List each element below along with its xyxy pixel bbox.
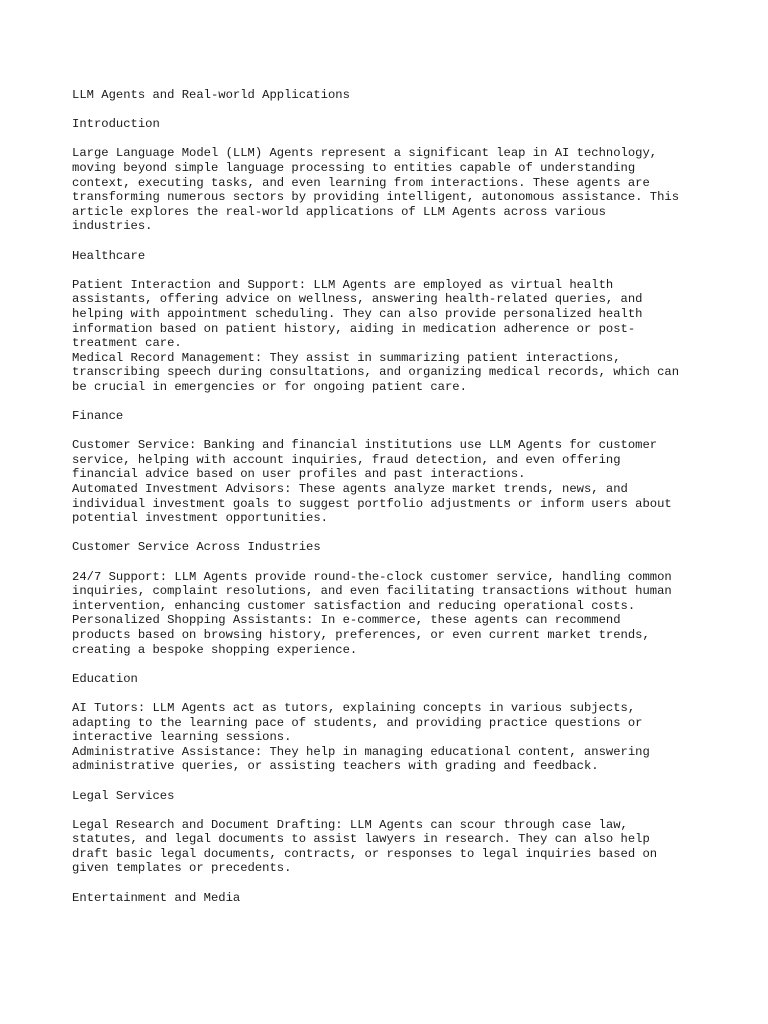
paragraph-line: be crucial in emergencies or for ongoing patient care. — [72, 379, 467, 394]
paragraph-line: individual investment goals to suggest portfolio adjustments or inform users about — [72, 496, 672, 511]
paragraph-line: Personalized Shopping Assistants: In e-commerce, these agents can recommend — [72, 613, 621, 628]
paragraph-line: Patient Interaction and Support: LLM Agents are employed as virtual health — [72, 277, 614, 292]
paragraph-line: products based on browsing history, preferences, or even current market trends, — [72, 627, 650, 642]
section-heading-finance: Finance — [72, 409, 124, 424]
paragraph-line: adapting to the learning pace of students, and providing practice questions or — [72, 715, 643, 730]
paragraph-line: Customer Service: Banking and financial institutions use LLM Agents for customer — [72, 438, 658, 453]
paragraph-line: interactive learning sessions. — [72, 730, 292, 745]
document-body — [72, 88, 722, 905]
section-heading-entertainment: Entertainment and Media — [72, 890, 241, 905]
section-heading-legal: Legal Services — [72, 788, 175, 803]
paragraph-line: Large Language Model (LLM) Agents represent a significant leap in AI technology, — [72, 146, 658, 161]
paragraph-line: transcribing speech during consultations, and organizing medical records, which can — [72, 365, 680, 380]
spacer — [72, 132, 722, 147]
paragraph-line: transforming numerous sectors by providing intelligent, autonomous assistance. This — [72, 190, 680, 205]
spacer — [72, 876, 722, 891]
paragraph-line: industries. — [72, 219, 153, 234]
paragraph-line: Automated Investment Advisors: These agents analyze market trends, news, and — [72, 482, 628, 497]
spacer — [72, 263, 722, 278]
paragraph-line: Medical Record Management: They assist in summarizing patient interactions, — [72, 350, 621, 365]
paragraph-line: helping with appointment scheduling. They can also provide personalized health — [72, 306, 643, 321]
spacer — [72, 774, 722, 789]
section-heading-education: Education — [72, 671, 138, 686]
spacer — [72, 657, 722, 672]
paragraph-line: AI Tutors: LLM Agents act as tutors, explaining concepts in various subjects, — [72, 700, 636, 715]
paragraph-line: administrative queries, or assisting teachers with grading and feedback. — [72, 759, 599, 774]
paragraph-line: given templates or precedents. — [72, 861, 292, 876]
paragraph-line: creating a bespoke shopping experience. — [72, 642, 358, 657]
spacer — [72, 234, 722, 249]
paragraph-line: information based on patient history, aiding in medication adherence or post- — [72, 321, 636, 336]
section-heading-customer-service: Customer Service Across Industries — [72, 540, 321, 555]
paragraph-line: draft basic legal documents, contracts, or responses to legal inquiries based on — [72, 846, 658, 861]
spacer — [72, 103, 722, 118]
spacer — [72, 394, 722, 409]
paragraph-line: potential investment opportunities. — [72, 511, 328, 526]
paragraph-line: statutes, and legal documents to assist lawyers in research. They can also help — [72, 832, 650, 847]
paragraph-line: context, executing tasks, and even learning from interactions. These agents are — [72, 175, 650, 190]
spacer — [72, 803, 722, 818]
section-heading-healthcare: Healthcare — [72, 248, 146, 263]
paragraph-line: treatment care. — [72, 336, 182, 351]
paragraph-line: financial advice based on user profiles and past interactions. — [72, 467, 526, 482]
section-heading-introduction: Introduction — [72, 117, 160, 132]
paragraph-line: Administrative Assistance: They help in managing educational content, answering — [72, 744, 650, 759]
paragraph-line: assistants, offering advice on wellness, answering health-related queries, and — [72, 292, 643, 307]
paragraph-line: article explores the real-world applications of LLM Agents across various — [72, 204, 606, 219]
paragraph-line: 24/7 Support: LLM Agents provide round-the-clock customer service, handling common — [72, 569, 672, 584]
paragraph-line: moving beyond simple language processing to entities capable of understanding — [72, 160, 636, 175]
paragraph-line: Legal Research and Document Drafting: LLM Agents can scour through case law, — [72, 817, 628, 832]
spacer — [72, 686, 722, 701]
paragraph-line: intervention, enhancing customer satisfaction and reducing operational costs. — [72, 598, 636, 613]
spacer — [72, 424, 722, 439]
spacer — [72, 526, 722, 541]
paragraph-line: inquiries, complaint resolutions, and even facilitating transactions without human — [72, 584, 672, 599]
paragraph-line: service, helping with account inquiries, fraud detection, and even offering — [72, 452, 621, 467]
spacer — [72, 555, 722, 570]
document-title: LLM Agents and Real-world Applications — [72, 88, 350, 102]
